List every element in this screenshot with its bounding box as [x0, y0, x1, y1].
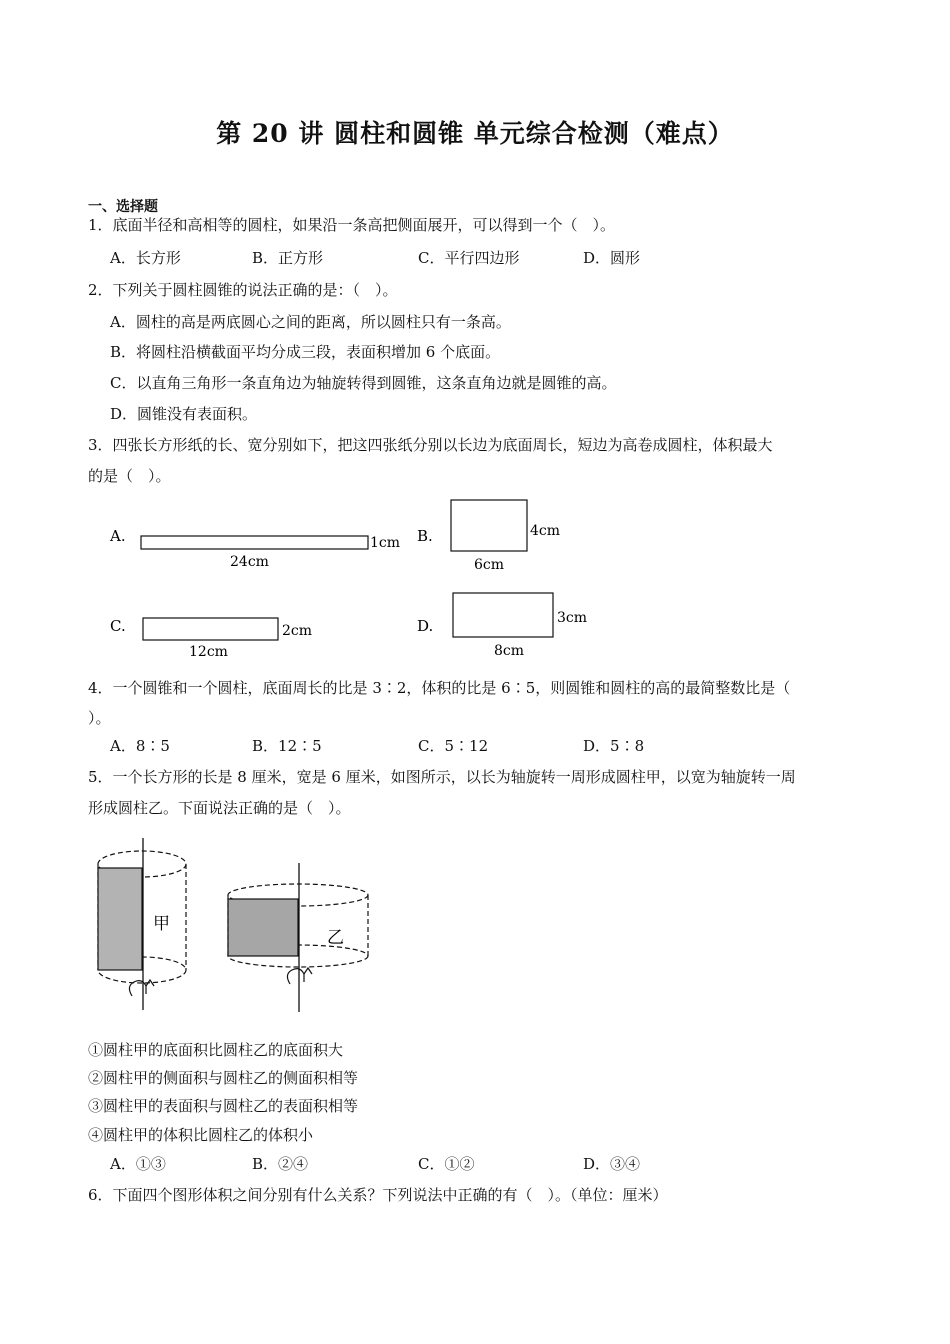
q4-option-c[interactable]: C．5∶12	[418, 737, 489, 755]
question-2: 2．下列关于圆柱圆锥的说法正确的是：（ ）。	[88, 281, 398, 299]
q1-option-d[interactable]: D．圆形	[583, 249, 641, 267]
q1-option-a[interactable]: A．长方形	[110, 249, 181, 267]
svg-text:3cm: 3cm	[557, 610, 588, 626]
q5-option-c[interactable]: C．①②	[418, 1155, 475, 1173]
svg-text:6cm: 6cm	[474, 557, 505, 573]
svg-text:12cm: 12cm	[189, 644, 228, 660]
question-5-line1: 5．一个长方形的长是 8 厘米，宽是 6 厘米，如图所示，以长为轴旋转一周形成圆柱甲，以宽为轴旋转一周	[88, 768, 796, 786]
svg-text:4cm: 4cm	[530, 523, 561, 539]
q4-option-b[interactable]: B．12∶5	[252, 737, 322, 755]
q3-rectangles-figure	[0, 490, 950, 670]
label-jia: 甲	[153, 914, 170, 934]
q5-option-a[interactable]: A．①③	[110, 1155, 166, 1173]
label-yi: 乙	[327, 928, 344, 948]
q2-option-d[interactable]: D．圆锥没有表面积。	[110, 405, 258, 423]
rotation-arrow-icon	[287, 968, 312, 984]
svg-text:D.: D.	[417, 617, 434, 635]
q4-option-d[interactable]: D．5∶8	[583, 737, 645, 755]
svg-text:B.: B.	[417, 527, 433, 545]
q3-figure-c[interactable]	[110, 617, 312, 660]
question-6: 6．下面四个图形体积之间分别有什么关系？下列说法中正确的有（ ）。（单位：厘米）	[88, 1186, 668, 1204]
q5-option-b[interactable]: B．②④	[252, 1155, 309, 1173]
q2-option-a[interactable]: A．圆柱的高是两底圆心之间的距离，所以圆柱只有一条高。	[110, 313, 511, 331]
q2-option-c[interactable]: C．以直角三角形一条直角边为轴旋转得到圆锥，这条直角边就是圆锥的高。	[110, 374, 617, 392]
svg-text:2cm: 2cm	[282, 623, 313, 639]
svg-text:1cm: 1cm	[370, 535, 401, 551]
q5-statement-1: ①圆柱甲的底面积比圆柱乙的底面积大	[88, 1041, 344, 1059]
q1-option-b[interactable]: B．正方形	[252, 249, 324, 267]
q3-figure-d[interactable]	[417, 593, 587, 659]
q2-option-b[interactable]: B．将圆柱沿横截面平均分成三段，表面积增加 6 个底面。	[110, 343, 501, 361]
svg-text:24cm: 24cm	[230, 554, 269, 570]
q4-option-a[interactable]: A．8∶5	[110, 737, 170, 755]
q1-option-c[interactable]: C．平行四边形	[418, 249, 520, 267]
svg-text:C.: C.	[110, 617, 126, 635]
q5-cylinders-figure	[0, 830, 950, 1015]
q5-statement-4: ④圆柱甲的体积比圆柱乙的体积小	[88, 1126, 314, 1144]
question-3-line1: 3．四张长方形纸的长、宽分别如下，把这四张纸分别以长边为底面周长，短边为高卷成圆柱，体积最大	[88, 436, 773, 454]
question-3-line2: 的是（ ）。	[88, 467, 171, 485]
question-4-line1: 4．一个圆锥和一个圆柱，底面周长的比是 3∶2，体积的比是 6∶5，则圆锥和圆柱的高的最简整数比是（	[88, 679, 791, 697]
question-5-line2: 形成圆柱乙。下面说法正确的是（ ）。	[88, 799, 351, 817]
q5-statement-2: ②圆柱甲的侧面积与圆柱乙的侧面积相等	[88, 1069, 359, 1087]
cylinder-yi	[228, 863, 368, 1012]
svg-text:8cm: 8cm	[494, 643, 525, 659]
q5-statement-3: ③圆柱甲的表面积与圆柱乙的表面积相等	[88, 1097, 359, 1115]
page-title: 第 20 讲 圆柱和圆锥 单元综合检测（难点）	[216, 119, 734, 148]
question-1: 1．底面半径和高相等的圆柱，如果沿一条高把侧面展开，可以得到一个（ ）。	[88, 216, 616, 234]
section-heading: 一、选择题	[88, 199, 158, 215]
question-4-line2: ）。	[88, 709, 111, 727]
q5-option-d[interactable]: D．③④	[583, 1155, 641, 1173]
svg-text:A.: A.	[110, 527, 126, 545]
q3-figure-a[interactable]	[109, 527, 400, 570]
q3-figure-b[interactable]	[417, 500, 560, 573]
cylinder-jia	[98, 838, 186, 1010]
